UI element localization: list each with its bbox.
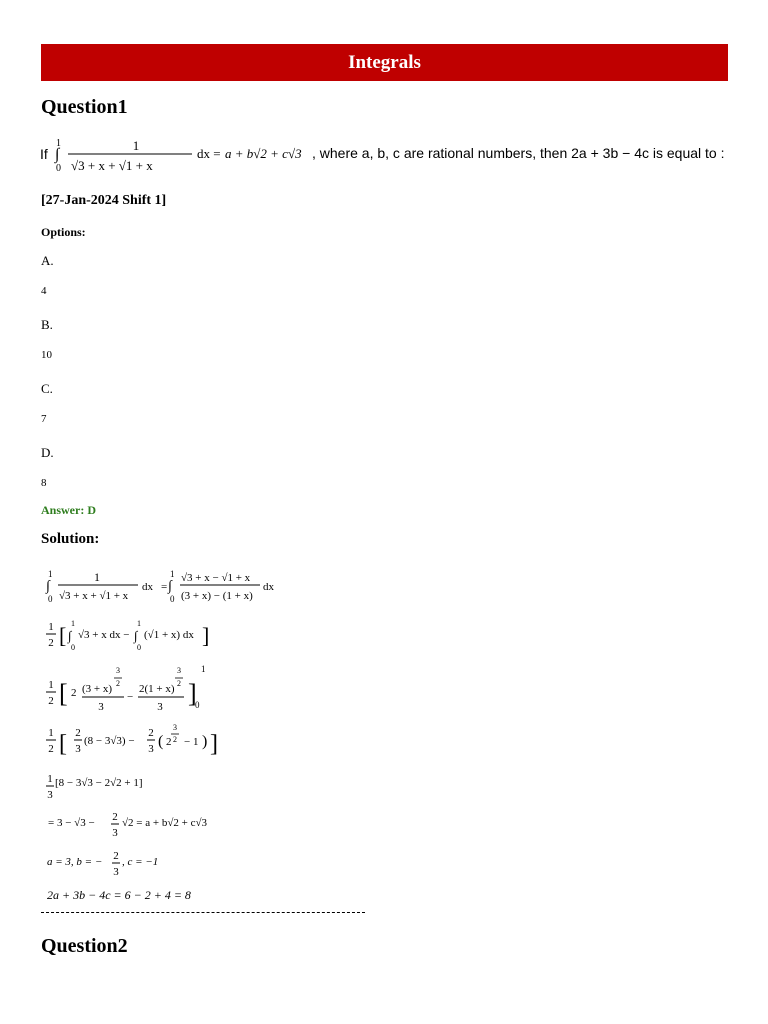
solution-line-1 [44, 566, 304, 608]
option-d-letter: D. [41, 445, 54, 460]
solution-label: Solution: [41, 531, 100, 547]
question-rest-text: , where a, b, c are rational numbers, then 2a + 3b − 4c is equal to : [312, 145, 725, 161]
integral-sign: ∫ [55, 146, 60, 163]
if-label: If [40, 146, 48, 162]
svg-text:3: 3 [112, 827, 118, 839]
svg-text:0: 0 [195, 700, 200, 710]
svg-text:∫: ∫ [46, 579, 50, 594]
svg-text:2: 2 [48, 695, 54, 707]
svg-text:dx: dx [142, 581, 153, 593]
svg-text:, c = −1: , c = −1 [122, 856, 159, 868]
svg-text:(8 − 3√3) −: (8 − 3√3) − [84, 735, 135, 747]
svg-text:[: [ [59, 623, 67, 648]
integral-upper-limit: 1 [56, 138, 61, 149]
svg-text:3: 3 [98, 701, 104, 712]
svg-text:): ) [202, 733, 208, 750]
solution-line-5 [44, 770, 204, 802]
option-c-letter: C. [41, 381, 53, 396]
svg-text:−: − [127, 691, 134, 703]
svg-text:0: 0 [48, 594, 53, 604]
exp-denominator: 2 [116, 679, 120, 688]
options-label: Options: [41, 225, 86, 239]
svg-text:2: 2 [177, 679, 181, 688]
svg-text:1: 1 [201, 664, 206, 674]
svg-text:1: 1 [48, 569, 53, 579]
svg-text:3: 3 [148, 743, 154, 755]
svg-text:√3 + x − √1 + x: √3 + x − √1 + x [181, 572, 251, 584]
option-d-value: 8 [41, 477, 47, 489]
svg-text:a = 3, b = −: a = 3, b = − [47, 856, 103, 868]
svg-text:dx: dx [263, 581, 274, 593]
svg-text:1: 1 [94, 570, 100, 584]
svg-text:]: ] [202, 623, 210, 648]
solution-line-8: 2a + 3b − 4c = 6 − 2 + 4 = 8 [47, 888, 191, 902]
svg-text:1: 1 [48, 679, 54, 691]
solution-line-7 [44, 848, 204, 880]
svg-text:− 1: − 1 [184, 736, 199, 748]
svg-text:2: 2 [113, 850, 119, 862]
limit-upper: 1 [71, 619, 75, 628]
svg-text:3: 3 [116, 666, 120, 675]
option-a-value: 4 [41, 285, 47, 297]
svg-text:2: 2 [48, 637, 54, 649]
svg-text:1: 1 [137, 619, 141, 628]
solution-line-3 [44, 662, 274, 712]
svg-text:1: 1 [48, 621, 54, 633]
svg-text:]: ] [188, 679, 197, 708]
svg-text:0: 0 [170, 594, 175, 604]
svg-text:∫: ∫ [134, 628, 138, 643]
option-b-letter: B. [41, 317, 53, 332]
svg-text:2: 2 [48, 743, 54, 755]
svg-text:2: 2 [112, 811, 118, 823]
exam-reference: [27-Jan-2024 Shift 1] [41, 193, 167, 208]
svg-text:(3 + x) − (1 + x): (3 + x) − (1 + x) [181, 590, 253, 602]
svg-text:1: 1 [170, 569, 175, 579]
svg-text:3: 3 [157, 701, 163, 712]
question-1-statement [38, 132, 738, 178]
svg-text:(: ( [158, 733, 164, 750]
answer-label: Answer: D [41, 503, 96, 517]
svg-text:(3 + x): (3 + x) [82, 683, 113, 695]
option-a-letter: A. [41, 253, 54, 268]
svg-text:√3 + x + √1 + x: √3 + x + √1 + x [59, 590, 129, 602]
separator-line [41, 912, 365, 913]
svg-text:2: 2 [148, 727, 154, 739]
option-c-value: 7 [41, 413, 47, 425]
svg-text:3: 3 [113, 866, 119, 878]
svg-text:=: = [161, 581, 168, 593]
svg-text:2: 2 [71, 687, 77, 699]
solution-line-4 [44, 720, 274, 762]
svg-text:3: 3 [177, 666, 181, 675]
svg-text:(√1 + x) dx: (√1 + x) dx [144, 629, 194, 641]
svg-text:[: [ [59, 731, 67, 757]
svg-text:2: 2 [173, 735, 177, 744]
svg-text:[: [ [59, 679, 68, 708]
svg-text:]: ] [210, 731, 218, 757]
fraction-numerator: 1 [132, 138, 140, 153]
svg-text:∫: ∫ [68, 628, 72, 643]
dx-equals: dx = [197, 146, 221, 161]
svg-text:3: 3 [173, 723, 177, 732]
svg-text:1: 1 [47, 773, 53, 785]
fraction-denominator: √3 + x + √1 + x [71, 158, 153, 173]
solution-line-2 [44, 616, 244, 654]
question-1-title: Question1 [41, 96, 128, 118]
chapter-banner: Integrals [41, 44, 728, 81]
integral-lower-limit: 0 [56, 163, 61, 174]
svg-text:= 3 − √3 −: = 3 − √3 − [48, 817, 95, 829]
svg-text:∫: ∫ [168, 579, 172, 594]
svg-text:√3 + x dx −: √3 + x dx − [78, 629, 130, 641]
svg-text:0: 0 [137, 643, 141, 652]
svg-text:3: 3 [75, 743, 81, 755]
svg-text:1: 1 [48, 727, 54, 739]
option-b-value: 10 [41, 349, 52, 361]
svg-text:√2 = a + b√2 + c√3: √2 = a + b√2 + c√3 [122, 817, 207, 829]
svg-text:2: 2 [75, 727, 81, 739]
rhs-expression: a + b√2 + c√3 [225, 146, 302, 161]
question-2-title: Question2 [41, 935, 128, 957]
svg-text:3: 3 [47, 789, 53, 801]
solution-line-6 [44, 808, 264, 840]
svg-text:[8 − 3√3 − 2√2 + 1]: [8 − 3√3 − 2√2 + 1] [55, 777, 143, 789]
svg-text:2: 2 [166, 736, 172, 748]
svg-text:2(1 + x): 2(1 + x) [139, 683, 175, 695]
limit-lower: 0 [71, 643, 75, 652]
